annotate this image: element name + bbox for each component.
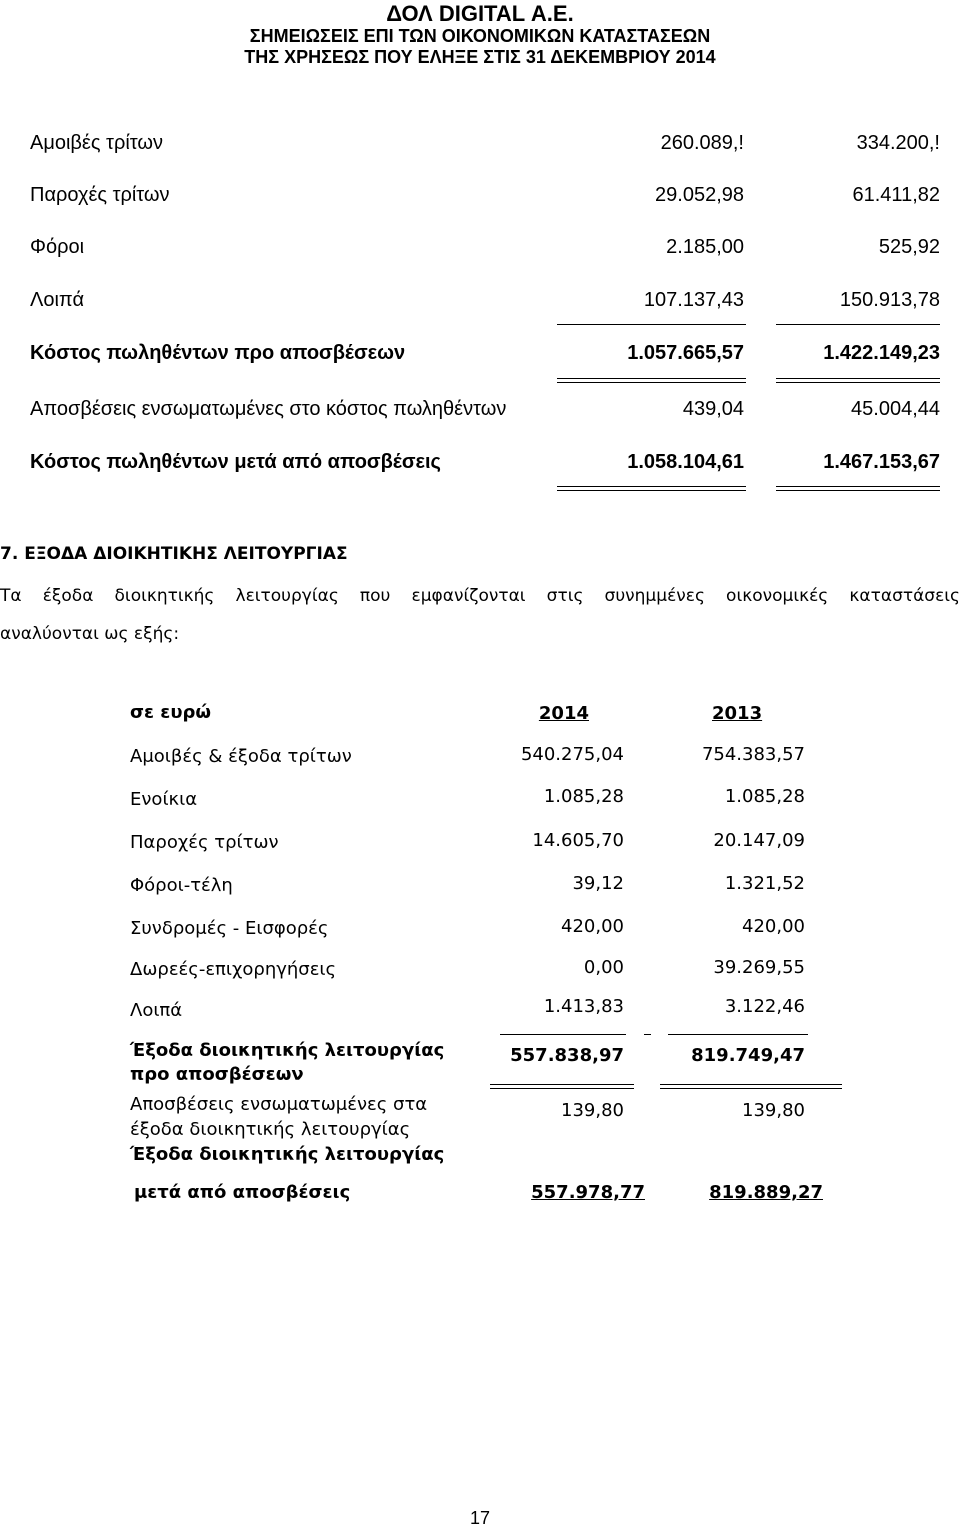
cost-row-label: Παροχές τρίτων (30, 184, 170, 206)
subtotal-rule (557, 324, 746, 325)
double-rule (557, 486, 746, 491)
admin-depr-2013: 139,80 (742, 1100, 805, 1121)
cost-row-2013: 334.200,! (856, 132, 940, 154)
cost-row-2014: 107.137,43 (643, 289, 744, 311)
cost-row-2013: 150.913,78 (839, 289, 940, 311)
section-paragraph-line2: αναλύονται ως εξής: (0, 624, 180, 644)
admin-total-label-l2: μετά από αποσβέσεις (134, 1182, 351, 1203)
admin-depr-2014: 139,80 (561, 1100, 624, 1121)
section-title: 7. ΕΞΟΔΑ ΔΙΟΙΚΗΤΙΚΗΣ ΛΕΙΤΟΥΡΓΙΑΣ (0, 544, 348, 564)
admin-row-2014: 39,12 (572, 873, 624, 894)
cost-total-2013: 1.467.153,67 (823, 451, 940, 473)
admin-row-label: Ενοίκια (130, 789, 198, 810)
cost-row-label: Λοιπά (30, 289, 85, 311)
admin-row-2013: 1.321,52 (724, 873, 805, 894)
double-rule (660, 1084, 842, 1089)
cost-row-2013: 61.411,82 (852, 184, 940, 206)
admin-row-2013: 1.085,28 (724, 786, 805, 807)
subtotal-rule (776, 324, 940, 325)
cost-depr-label: Αποσβέσεις ενσωματωμένες στο κόστος πωληθέντων (30, 398, 507, 420)
header-line-3: ΤΗΣ ΧΡΗΣΕΩΣ ΠΟΥ ΕΛΗΞΕ ΣΤΙΣ 31 ΔΕΚΕΜΒΡΙΟΥ 2014 (244, 47, 716, 67)
cost-row-label: Αμοιβές τρίτων (30, 132, 163, 154)
admin-row-2014: 1.413,83 (543, 996, 624, 1017)
col-header-2014: 2014 (538, 703, 589, 724)
admin-subtotal-label-l1: Έξοδα διοικητικής λειτουργίας (130, 1040, 445, 1061)
admin-row-2014: 1.085,28 (543, 786, 624, 807)
cost-total-2014: 1.058.104,61 (627, 451, 744, 473)
cost-depr-2014: 439,04 (682, 398, 744, 420)
header-line-2: ΣΗΜΕΙΩΣΕΙΣ ΕΠΙ ΤΩΝ ΟΙΚΟΝΟΜΙΚΩΝ ΚΑΤΑΣΤΑΣΕΩΝ (249, 26, 711, 46)
section-paragraph-line1: Τα έξοδα διοικητικής λειτουργίας που εμφανίζονται στις συνημμένες οικονομικές καταστάσεις (0, 586, 960, 606)
admin-row-2013: 20.147,09 (713, 830, 805, 851)
unit-label: σε ευρώ (130, 702, 212, 723)
subtotal-rule (668, 1034, 808, 1035)
admin-row-2014: 540.275,04 (520, 744, 624, 765)
admin-row-label: Αμοιβές & έξοδα τρίτων (130, 746, 352, 767)
admin-row-label: Λοιπά (130, 1000, 183, 1021)
cost-row-2014: 260.089,! (660, 132, 744, 154)
admin-total-2014: 557.978,77 (531, 1182, 645, 1203)
admin-depr-label-l2: έξοδα διοικητικής λειτουργίας (130, 1119, 411, 1140)
subtotal-rule (644, 1034, 651, 1035)
admin-row-label: Παροχές τρίτων (130, 832, 279, 853)
admin-total-label-l1: Έξοδα διοικητικής λειτουργίας (130, 1144, 445, 1165)
cost-row-2014: 2.185,00 (666, 236, 744, 258)
double-rule (776, 486, 940, 491)
admin-row-2013: 420,00 (742, 916, 805, 937)
cost-total-label: Κόστος πωληθέντων μετά από αποσβέσεις (30, 451, 441, 473)
cost-depr-2013: 45.004,44 (851, 398, 940, 420)
admin-row-2014: 420,00 (561, 916, 624, 937)
double-rule (490, 1084, 634, 1089)
col-header-2013: 2013 (712, 703, 763, 724)
admin-row-2014: 14.605,70 (532, 830, 624, 851)
cost-row-2014: 29.052,98 (655, 184, 744, 206)
admin-depr-label-l1: Αποσβέσεις ενσωματωμένες στα (130, 1094, 428, 1115)
double-rule (557, 378, 746, 383)
page-number: 17 (469, 1508, 491, 1528)
company-name: ΔΟΛ DIGITAL Α.Ε. (386, 1, 574, 26)
admin-subtotal-2013: 819.749,47 (691, 1045, 805, 1066)
admin-row-label: Συνδρομές - Εισφορές (130, 918, 329, 939)
admin-row-2013: 3.122,46 (724, 996, 805, 1017)
admin-row-label: Φόροι-τέλη (130, 875, 233, 896)
admin-total-2013: 819.889,27 (709, 1182, 823, 1203)
admin-row-2014: 0,00 (583, 957, 624, 978)
cost-subtotal-2014: 1.057.665,57 (627, 342, 744, 364)
subtotal-rule (500, 1034, 626, 1035)
double-rule (776, 378, 940, 383)
cost-subtotal-label: Κόστος πωληθέντων προ αποσβέσεων (30, 342, 406, 364)
admin-row-2013: 39.269,55 (713, 957, 805, 978)
admin-subtotal-label-l2: προ αποσβέσεων (130, 1064, 304, 1085)
admin-subtotal-2014: 557.838,97 (510, 1045, 624, 1066)
admin-row-2013: 754.383,57 (701, 744, 805, 765)
cost-row-label: Φόροι (30, 236, 85, 258)
admin-row-label: Δωρεές-επιχορηγήσεις (130, 959, 337, 980)
cost-row-2013: 525,92 (878, 236, 940, 258)
cost-subtotal-2013: 1.422.149,23 (823, 342, 940, 364)
